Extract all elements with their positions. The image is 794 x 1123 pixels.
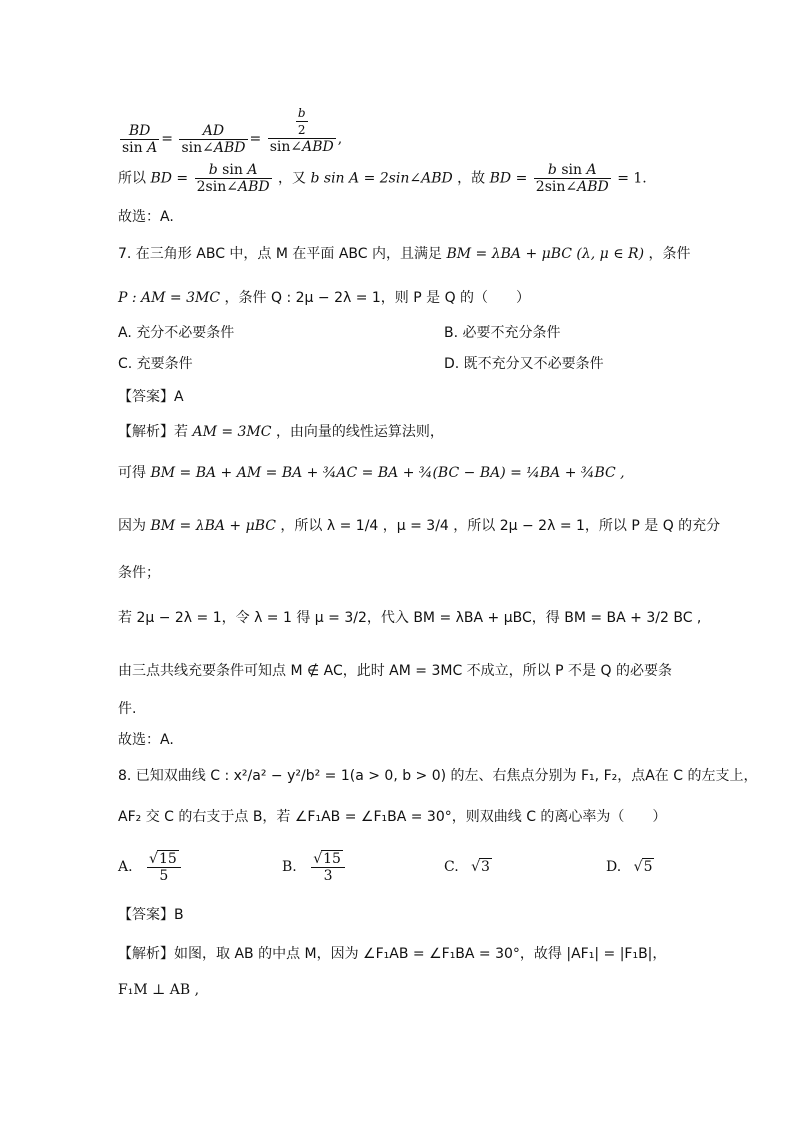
text-suoyi: 所以 [118,170,146,187]
q7-stem-text: 7. 在三角形 ABC 中，点 M 在平面 ABC 内，且满足 [118,246,443,262]
q7-derivation-line [118,462,625,482]
q8-option-b-label: B. [282,859,297,875]
q7-answer: 【答案】A [118,389,184,405]
fraction-ad-sinabd: $\frac{AD}{\text{sin∠ABD}}$ [181,122,246,156]
q7-vector-equation: BM = λBA + μBC (λ, μ ∈ R) [446,246,645,262]
q7-option-d: D. 既不充分又不必要条件 [444,356,604,372]
text-gu: ，故 [457,170,486,187]
q7-stem-line2 [118,287,530,307]
fraction-b2-sinabd: $\frac{\frac{b}{2}}{\text{sin∠ABD}}$ [269,106,334,155]
q7-colinear-line: 由三点共线充要条件可知点 M ∉ AC，此时 AM = 3MC 不成立，所以 P 不是 Q 的必要条 [118,663,672,679]
sine-law-equation: $\frac{BD}{\text{sin A}}$ = $\frac{AD}{\text{sin∠ABD}}$ = $\frac{\frac{b}{2}}{\text{sin∠ABD}}$ , [122,106,343,156]
q7-because-equation: BM = λBA + μBC [150,518,276,534]
q7-derivation-equation: BM = BA + AM = BA + ¾AC = BA + ¾(BC − BA) = ¼BA + ¾BC , [150,465,625,481]
fraction-bd-sina: $\frac{BD}{\text{sin A}}$ [122,122,158,156]
q7-colinear-tail: 件. [118,701,137,717]
q8-option-a-label: A. [118,859,133,875]
q8-analysis-line1: 【解析】如图，取 AB 的中点 M，因为 ∠F₁AB = ∠F₁BA = 30°，故得 |AF₁| = |F₁B|， [118,946,667,962]
q7-condition-q: ，条件 Q : 2μ − 2λ = 1，则 P 是 Q 的（ ） [224,290,531,306]
q8-stem-line1: 8. 已知双曲线 C : x²/a² − y²/b² = 1(a > 0, b > 0) 的左、右焦点分别为 F₁, F₂，点A在 C 的左支上， [118,768,758,784]
q8-answer: 【答案】B [118,907,184,923]
block1-conclusion: 故选：A. [118,209,174,225]
q7-analysis-tail: ，由向量的线性运算法则， [275,424,444,440]
q8-option-d-label: D. [606,859,622,875]
q8-analysis-line2: F₁M ⊥ AB , [118,982,200,998]
q7-derive-prefix: 可得 [118,465,146,481]
q7-stem-tail: ，条件 [648,246,691,262]
q7-analysis-vector: AM = 3MC [192,424,272,440]
bd-result-line: 所以 BD = $\frac{\text{b sin A}}{\text{2sin∠ABD}}$ ，又 b sin A = 2sin∠ABD ，故 BD = $\frac{\text{b sin A}}{\text{2sin∠ABD}}$ = 1. [118,162,647,195]
q8-option-c: C. √3 [444,859,490,875]
q7-stem-line1 [118,243,691,263]
q7-conclusion: 故选：A. [118,732,174,748]
q7-analysis-head: 【解析】若 [118,424,188,440]
bsina-equation: b sin A = 2sin∠ABD [310,170,453,187]
q7-option-b: B. 必要不充分条件 [444,325,561,341]
q8-option-a: A. $\frac{√15}{5}$ [118,850,183,884]
q8-option-c-label: C. [444,859,459,875]
q7-option-c: C. 充要条件 [118,356,193,372]
text-you: ，又 [278,170,307,187]
q7-if-line: 若 2μ − 2λ = 1，令 λ = 1 得 μ = 3/2，代入 BM = λBA + μBC，得 BM = BA + 3/2 BC , [118,610,702,626]
q7-because-conclusion: ，所以 λ = 1/4 ，μ = 3/4 ，所以 2μ − 2λ = 1，所以 P 是 Q 的充分 [280,518,721,534]
q8-option-b: B. $\frac{√15}{3}$ [282,850,347,884]
bd-value: = 1 [617,170,643,187]
q7-condition-p: P : AM = 3MC [118,290,221,306]
q8-stem-line2: AF₂ 交 C 的右支于点 B，若 ∠F₁AB = ∠F₁BA = 30°，则双曲线 C 的离心率为（ ） [118,809,667,825]
q7-because-line [118,515,720,535]
q7-because-prefix: 因为 [118,518,146,534]
q7-analysis-line1 [118,421,444,441]
q7-option-a: A. 充分不必要条件 [118,325,235,341]
q8-option-d: D. √5 [606,859,653,875]
q7-condition-word: 条件； [118,565,160,581]
